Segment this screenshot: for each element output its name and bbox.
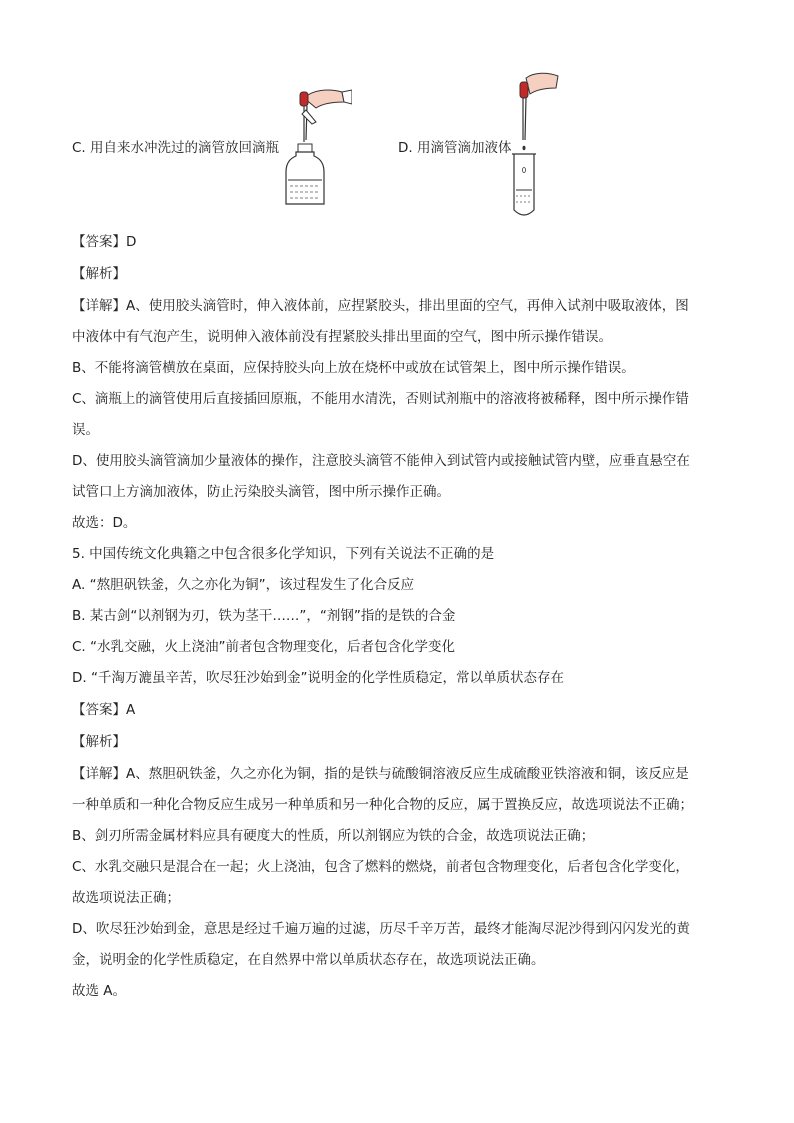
q5-analysis-line: 故选项说法正确； xyxy=(72,890,180,906)
q5-analysis-line: D、吹尽狂沙始到金，意思是经过千遍万遍的过滤，历尽千辛万苦，最终才能淘尽泥沙得到闪闪发光的黄 xyxy=(72,921,690,937)
q4-analysis-line: 中液体中有气泡产生，说明伸入液体前没有捏紧胶头排出里面的空气，图中所示操作错误。 xyxy=(72,329,612,345)
q5-conclusion: 故选 A。 xyxy=(72,983,127,999)
q4-answer: 【答案】D xyxy=(72,234,137,250)
option-c: C. 用自来水冲洗过的滴管放回滴瓶 xyxy=(72,140,280,156)
q5-stem: 5. 中国传统文化典籍之中包含很多化学知识，下列有关说法不正确的是 xyxy=(72,546,495,562)
q5-answer: 【答案】A xyxy=(72,702,136,718)
q4-analysis-line: 【详解】A、使用胶头滴管时，伸入液体前，应捏紧胶头，排出里面的空气，再伸入试剂中吸取液体，图 xyxy=(72,298,689,314)
q4-analysis-line: C、滴瓶上的滴管使用后直接插回原瓶，不能用水清洗，否则试剂瓶中的溶液将被稀释，图中所示操作错 xyxy=(72,391,689,407)
q5-analysis-line: C、水乳交融只是混合在一起；火上浇油，包含了燃料的燃烧，前者包含物理变化，后者包含化学变化， xyxy=(72,859,689,875)
dropper-bottle-illustration xyxy=(282,80,352,210)
q5-analysis-line: 金，说明金的化学性质稳定，在自然界中常以单质状态存在，故选项说法正确。 xyxy=(72,952,545,968)
q5-analysis-heading: 【解析】 xyxy=(72,734,126,750)
q5-option-c: C. “水乳交融，火上浇油”前者包含物理变化，后者包含化学变化 xyxy=(72,639,455,655)
q4-analysis-line: 试管口上方滴加液体，防止污染胶头滴管，图中所示操作正确。 xyxy=(72,484,450,500)
q5-analysis-line: 【详解】A、熬胆矾铁釜，久之亦化为铜，指的是铁与硫酸铜溶液反应生成硫酸亚铁溶液和铜，该反应是 xyxy=(72,766,689,782)
q4-conclusion: 故选：D。 xyxy=(72,515,137,531)
q4-analysis-line: B、不能将滴管横放在桌面，应保持胶头向上放在烧杯中或放在试管架上，图中所示操作错误。 xyxy=(72,360,635,376)
q5-option-a: A. “熬胆矾铁釜，久之亦化为铜”，该过程发生了化合反应 xyxy=(72,577,415,593)
q5-option-d: D. “千淘万漉虽辛苦，吹尽狂沙始到金”说明金的化学性质稳定，常以单质状态存在 xyxy=(72,670,564,686)
option-d: D. 用滴管滴加液体 xyxy=(398,140,512,156)
q4-analysis-line: D、使用胶头滴管滴加少量液体的操作，注意胶头滴管不能伸入到试管内或接触试管内壁，应垂直悬空在 xyxy=(72,453,690,469)
q4-analysis-heading: 【解析】 xyxy=(72,266,126,282)
dropper-test-tube-illustration xyxy=(508,70,568,220)
q5-option-b: B. 某古剑“以剂钢为刃，铁为茎干……”，“剂钢”指的是铁的合金 xyxy=(72,608,456,624)
q5-analysis-line: 一种单质和一种化合物反应生成另一种单质和另一种化合物的反应，属于置换反应，故选项说法不正确； xyxy=(72,797,693,813)
q4-analysis-line: 误。 xyxy=(72,422,99,438)
q5-analysis-line: B、剑刃所需金属材料应具有硬度大的性质，所以剂钢应为铁的合金，故选项说法正确； xyxy=(72,828,595,844)
